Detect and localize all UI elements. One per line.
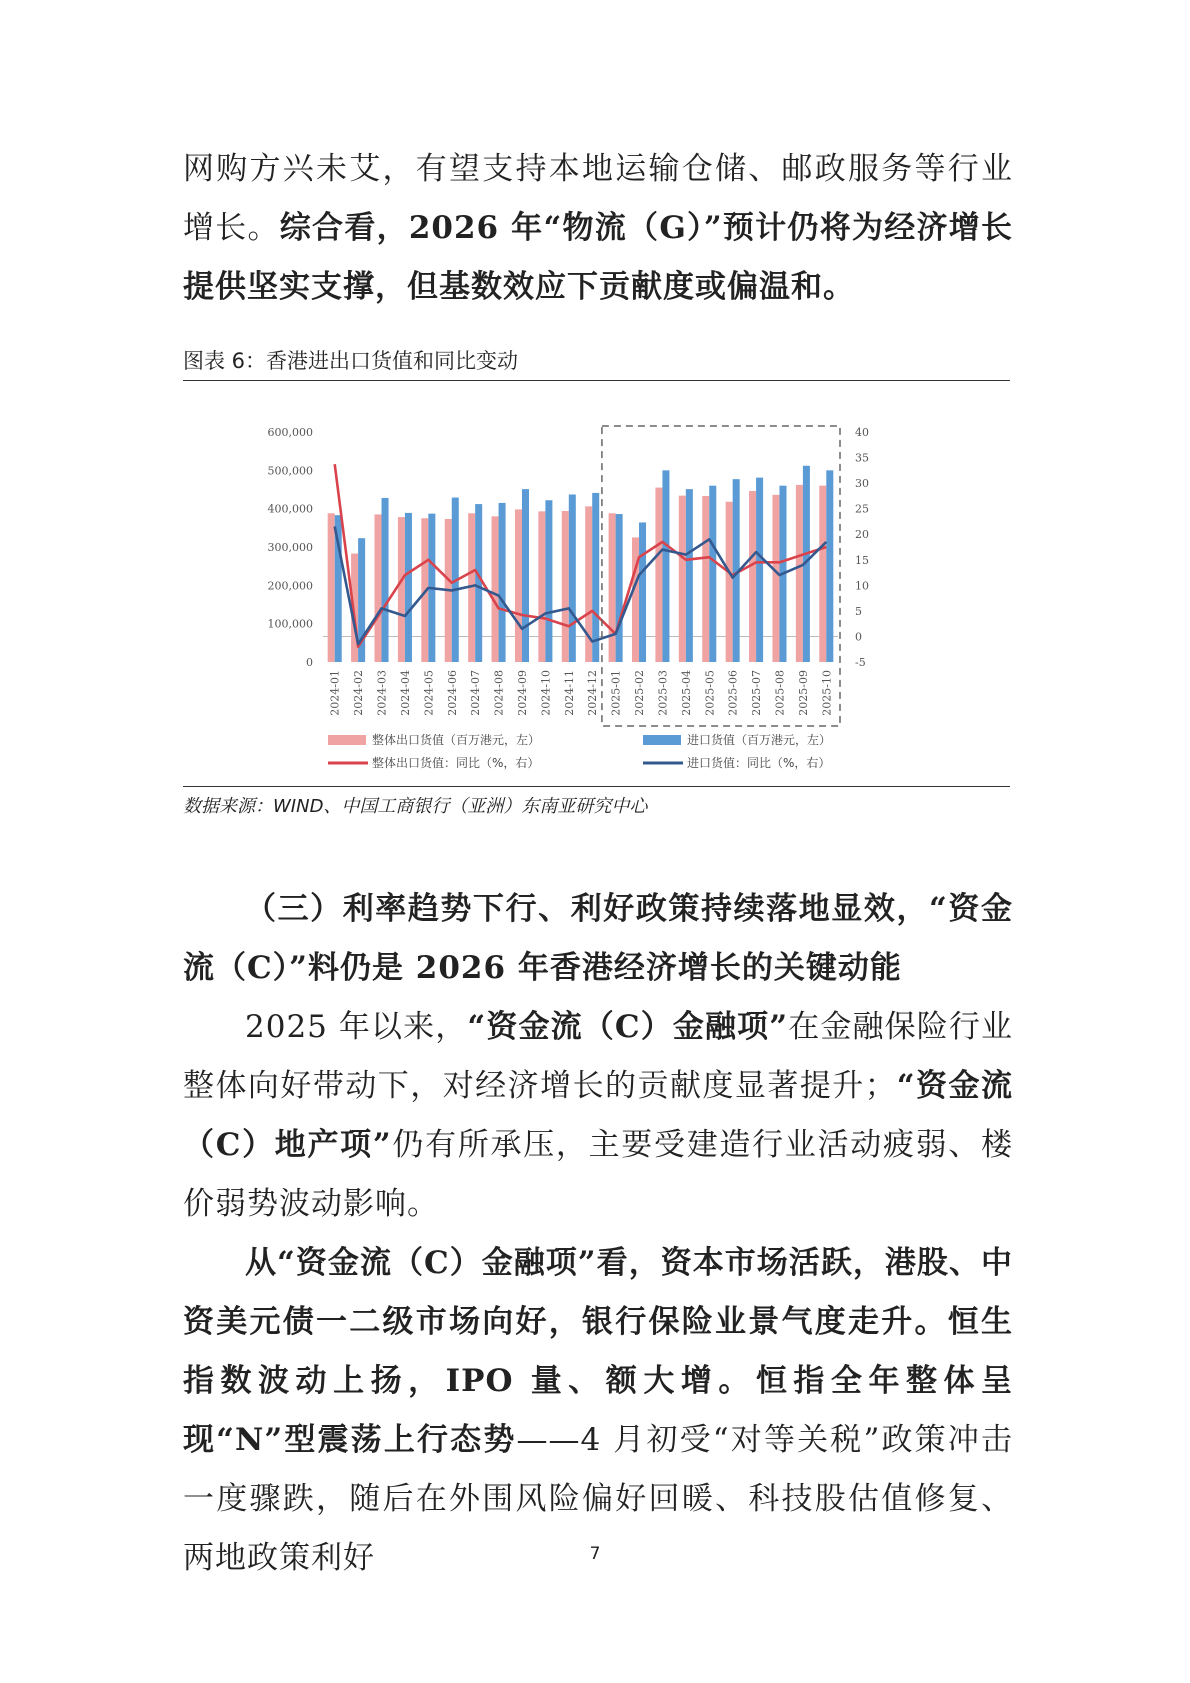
paragraph-capital-flow-text-1: 2025 年以来， [245, 1009, 468, 1045]
paragraph-logistics-text: 网购方兴未艾，有望支持本地运输仓储、邮政服务等行业增长。 [183, 151, 1013, 246]
left-axis-tick-label: 200,000 [267, 579, 313, 593]
export-value-bar [772, 495, 779, 662]
legend-swatch [643, 735, 681, 745]
x-axis-tick-label: 2025-03 [656, 670, 670, 716]
export-value-bar [609, 513, 616, 662]
x-axis-tick-label: 2025-08 [773, 670, 787, 716]
right-axis-tick-label: -5 [855, 656, 866, 669]
paragraph-capital-flow [183, 998, 1013, 1234]
x-axis-tick-label: 2024-03 [375, 670, 389, 716]
right-axis-tick-label: 25 [855, 502, 869, 516]
right-axis-tick-label: 10 [855, 579, 869, 593]
export-value-bar [562, 511, 569, 662]
section-heading: （三）利率趋势下行、利好政策持续落地显效，“资金流（C）”料仍是 2026 年香港经济增长的关键动能 [183, 891, 1013, 986]
x-axis-tick-label: 2024-07 [469, 670, 483, 716]
left-axis-tick-label: 0 [306, 656, 313, 669]
import-value-bar [382, 498, 389, 662]
x-axis-tick-label: 2024-01 [328, 670, 342, 716]
x-axis-tick-label: 2025-04 [679, 670, 693, 716]
import-value-bar [662, 470, 669, 662]
legend-swatch [328, 735, 366, 745]
x-axis-tick-label: 2025-09 [796, 670, 810, 716]
figure-bottom-rule [183, 786, 1010, 787]
export-value-bar [726, 502, 733, 662]
import-value-bar [592, 493, 599, 662]
x-axis-tick-label: 2024-04 [398, 670, 412, 716]
x-axis-tick-label: 2024-11 [562, 670, 576, 716]
import-value-bar [639, 522, 646, 662]
export-value-bar [328, 513, 335, 662]
paragraph-capital-flow-text-2: 在金融保险行业整体向好带动下，对经济增长的贡献度显著提升； [183, 1009, 1014, 1104]
legend-label: 整体出口货值（百万港元，左） [372, 733, 541, 747]
paragraph-financial-text: ——4 月初受“对等关税”政策冲击一度骤跌，随后在外围风险偏好回暖、科技股估值修复、两地政策利好 [183, 1422, 1014, 1576]
legend-label: 进口货值（百万港元，左） [687, 733, 832, 747]
x-axis-tick-label: 2024-10 [539, 670, 553, 716]
x-axis-tick-label: 2024-02 [352, 670, 366, 716]
export-value-bar [538, 511, 545, 662]
import-value-bar [756, 478, 763, 662]
x-axis-tick-label: 2025-10 [820, 670, 834, 716]
figure-title: 图表 6：香港进出口货值和同比变动 [183, 349, 519, 373]
import-value-bar [545, 500, 552, 662]
x-axis-tick-label: 2024-08 [492, 670, 506, 716]
right-axis-tick-label: 5 [855, 604, 862, 618]
import-value-bar [686, 489, 693, 662]
figure-source: 数据来源：WIND、中国工商银行（亚洲）东南亚研究中心 [183, 796, 648, 817]
export-value-bar [702, 496, 709, 662]
paragraph-logistics [183, 140, 1013, 317]
export-value-bar [796, 485, 803, 662]
x-axis-tick-label: 2024-09 [515, 670, 529, 716]
page-number: 7 [589, 1544, 601, 1564]
right-axis-tick-label: 40 [855, 426, 869, 439]
right-axis-tick-label: 35 [855, 451, 869, 465]
paragraph-financial-bold-1: 从“资金流（C）金融项”看， [245, 1245, 661, 1281]
export-value-bar [679, 496, 686, 662]
paragraph-capital-flow-text-3: 仍有所承压，主要受建造行业活动疲弱、楼价弱势波动影响。 [183, 1127, 1013, 1222]
paragraph-logistics-bold: 综合看，2026 年“物流（G）”预计仍将为经济增长提供坚实支撑，但基数效应下贡献度或偏温和。 [183, 210, 1013, 305]
x-axis-tick-label: 2025-06 [726, 670, 740, 716]
right-axis-tick-label: 15 [855, 553, 869, 567]
trade-chart [183, 396, 1010, 784]
export-value-bar [655, 488, 662, 662]
left-axis-tick-label: 400,000 [267, 502, 313, 516]
legend-label: 整体出口货值：同比（%，右） [372, 756, 540, 770]
x-axis-tick-label: 2025-05 [703, 670, 717, 716]
paragraph-capital-flow-bold-2: “资金流（C）地产项” [183, 1068, 1013, 1163]
x-axis-tick-label: 2024-05 [422, 670, 436, 716]
export-value-bar [819, 486, 826, 662]
import-value-bar [826, 470, 833, 662]
export-value-bar [749, 491, 756, 662]
paragraph-capital-flow-bold-1: “资金流（C）金融项” [467, 1009, 789, 1045]
paragraph-financial-item [183, 1234, 1013, 1588]
right-axis-tick-label: 0 [855, 630, 862, 644]
import-value-bar [522, 489, 529, 662]
left-axis-tick-label: 100,000 [267, 617, 313, 631]
import-value-bar [475, 504, 482, 662]
left-axis-tick-label: 300,000 [267, 541, 313, 554]
import-value-bar [709, 486, 716, 662]
x-axis-tick-label: 2025-07 [750, 670, 764, 716]
export-value-bar [492, 516, 499, 662]
paragraph-financial-bold-2: 资本市场活跃，港股、中资美元债一二级市场向好，银行保险业景气度走升。恒生指数波动上扬，IPO 量、额大增。恒指全年整体呈现“N”型震荡上行态势 [183, 1245, 1013, 1458]
left-axis-tick-label: 600,000 [267, 426, 313, 439]
left-axis-tick-label: 500,000 [267, 464, 313, 478]
export-value-bar [398, 517, 405, 662]
import-value-bar [405, 513, 412, 662]
x-axis-tick-label: 2024-12 [586, 670, 600, 716]
x-axis-tick-label: 2025-02 [633, 670, 647, 716]
x-axis-tick-label: 2025-01 [609, 670, 623, 716]
import-value-bar [569, 494, 576, 662]
right-axis-tick-label: 20 [855, 528, 869, 542]
figure-top-rule [183, 380, 1010, 381]
export-value-bar [515, 509, 522, 662]
legend-label: 进口货值：同比（%，右） [687, 756, 831, 770]
export-value-bar [632, 537, 639, 662]
import-value-bar [616, 514, 623, 662]
export-value-bar [375, 514, 382, 662]
import-value-bar [499, 503, 506, 662]
x-axis-tick-label: 2024-06 [445, 670, 459, 716]
right-axis-tick-label: 30 [855, 477, 869, 491]
